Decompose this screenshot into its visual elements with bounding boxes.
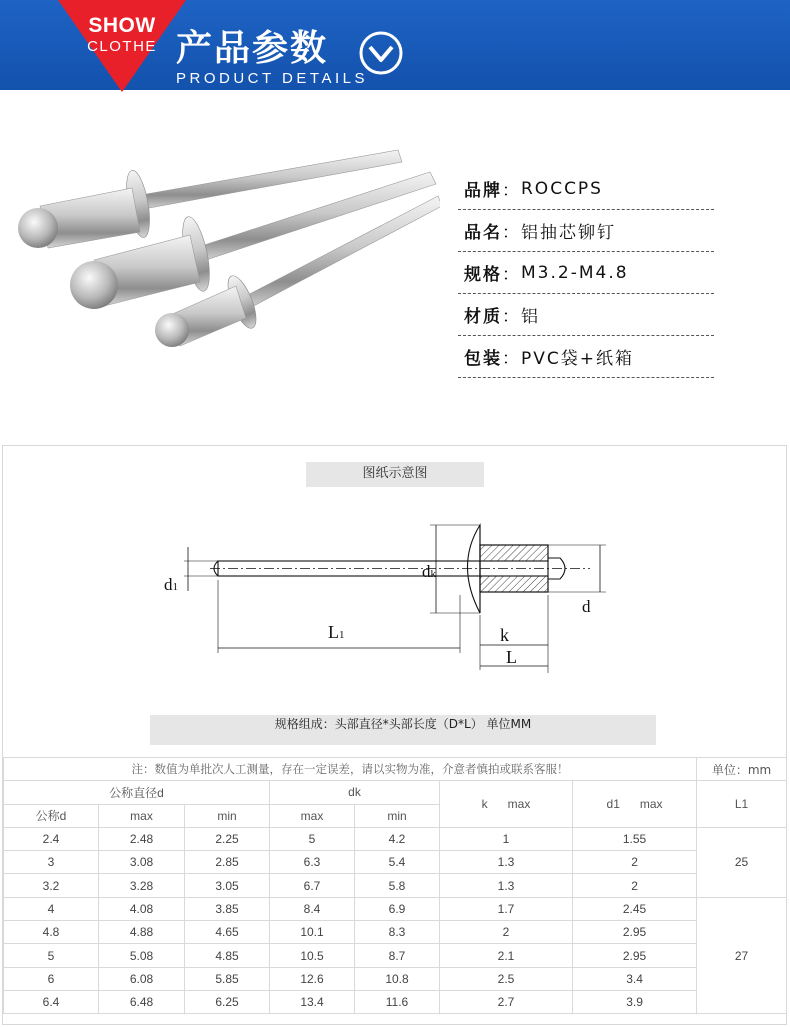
- cell-max: 3.28: [99, 874, 185, 897]
- banner-title: 产品参数: [176, 28, 329, 69]
- cell-dk-max: 6.3: [270, 851, 355, 874]
- cell-d: 5: [4, 944, 99, 967]
- subheader-max: max: [99, 804, 185, 827]
- table-row: [4, 967, 787, 990]
- label-L: L: [506, 647, 517, 667]
- cell-max: 6.08: [99, 967, 185, 990]
- cell-d: 3.2: [4, 874, 99, 897]
- label-L1: L1: [328, 622, 345, 642]
- cell-dk-min: 6.9: [355, 897, 440, 920]
- spec-value: PVC袋+纸箱: [521, 349, 634, 369]
- subheader-dk-max: max: [270, 804, 355, 827]
- spec-key: 包装: [464, 349, 502, 369]
- dimension-table: [3, 757, 787, 1014]
- cell-L1-group: 27: [697, 897, 787, 1013]
- header-d1-max: d1 max: [573, 781, 697, 828]
- cell-k: 1.3: [440, 874, 573, 897]
- subheader-min: min: [185, 804, 270, 827]
- badge-line2: CLOTHE: [87, 38, 157, 55]
- cell-dk-max: 8.4: [270, 897, 355, 920]
- cell-min: 2.85: [185, 851, 270, 874]
- spec-row-name: [458, 210, 714, 252]
- header-k-max: k max: [440, 781, 573, 828]
- cell-dk-min: 5.4: [355, 851, 440, 874]
- table-row: [4, 851, 787, 874]
- rivet-1: [18, 150, 402, 248]
- drawing-title: 图纸示意图: [306, 462, 484, 487]
- cell-d1: 2: [573, 874, 697, 897]
- technical-drawing: [150, 505, 620, 685]
- label-k: k: [500, 625, 509, 645]
- spec-separator: ：: [502, 181, 521, 201]
- spec-separator: ：: [502, 265, 521, 285]
- cell-min: 5.85: [185, 967, 270, 990]
- header-nominal: 公称直径d: [4, 781, 270, 804]
- table-note: 注：数值为单批次人工测量，存在一定误差，请以实物为准，介意者慎拍或联系客服！: [4, 758, 697, 781]
- cell-k: 1.7: [440, 897, 573, 920]
- body-hatched-upper: [480, 545, 548, 561]
- spec-key: 品名: [464, 223, 502, 243]
- cell-k: 1: [440, 827, 573, 850]
- cell-d1: 3.4: [573, 967, 697, 990]
- spec-composition-header: 规格组成：头部直径*头部长度（D*L） 单位MM: [150, 715, 656, 745]
- table-row: [4, 827, 787, 850]
- subheader-dk-min: min: [355, 804, 440, 827]
- cell-k: 1.3: [440, 851, 573, 874]
- cell-dk-min: 8.3: [355, 921, 440, 944]
- table-header-row: [4, 781, 787, 804]
- cell-min: 3.05: [185, 874, 270, 897]
- cell-dk-min: 5.8: [355, 874, 440, 897]
- cell-max: 3.08: [99, 851, 185, 874]
- cell-max: 4.88: [99, 921, 185, 944]
- header-L1: L1: [697, 781, 787, 828]
- table-row: [4, 897, 787, 920]
- cell-d1: 2.95: [573, 944, 697, 967]
- cell-dk-max: 5: [270, 827, 355, 850]
- cell-max: 5.08: [99, 944, 185, 967]
- table-note-row: [4, 758, 787, 781]
- cell-dk-max: 6.7: [270, 874, 355, 897]
- cell-k: 2.5: [440, 967, 573, 990]
- spec-row-size: [458, 252, 714, 294]
- spec-key: 规格: [464, 265, 502, 285]
- table-row: [4, 944, 787, 967]
- table-unit: 单位：mm: [697, 758, 787, 781]
- cell-d1: 2: [573, 851, 697, 874]
- table-row: [4, 990, 787, 1013]
- spec-value: 铝抽芯铆钉: [521, 223, 616, 243]
- cell-dk-max: 13.4: [270, 990, 355, 1013]
- body-hatched-lower: [480, 576, 548, 592]
- spec-key: 品牌: [464, 181, 502, 201]
- spec-separator: ：: [502, 307, 521, 327]
- label-d: d: [582, 597, 591, 616]
- cell-dk-max: 10.5: [270, 944, 355, 967]
- spec-value: M3.2-M4.8: [521, 262, 629, 283]
- cell-d: 6: [4, 967, 99, 990]
- cell-min: 4.65: [185, 921, 270, 944]
- cell-k: 2.7: [440, 990, 573, 1013]
- cell-dk-min: 11.6: [355, 990, 440, 1013]
- cell-min: 6.25: [185, 990, 270, 1013]
- table-row: [4, 874, 787, 897]
- cell-d: 4.8: [4, 921, 99, 944]
- spec-list: [458, 168, 714, 378]
- cell-d1: 2.45: [573, 897, 697, 920]
- cell-L1-group: 25: [697, 827, 787, 897]
- label-d1: d1: [164, 575, 178, 594]
- cell-max: 6.48: [99, 990, 185, 1013]
- cell-d1: 3.9: [573, 990, 697, 1013]
- header-dk: dk: [270, 781, 440, 804]
- label-dk: dk: [422, 562, 436, 581]
- spec-separator: ：: [502, 349, 521, 369]
- cell-min: 4.85: [185, 944, 270, 967]
- cell-min: 3.85: [185, 897, 270, 920]
- cell-dk-max: 12.6: [270, 967, 355, 990]
- spec-key: 材质: [464, 307, 502, 327]
- cell-dk-min: 4.2: [355, 827, 440, 850]
- spec-separator: ：: [502, 223, 521, 243]
- cell-dk-min: 10.8: [355, 967, 440, 990]
- spec-row-material: [458, 294, 714, 336]
- subheader-nominal-d: 公称d: [4, 804, 99, 827]
- spec-value: 铝: [521, 307, 540, 327]
- cell-d1: 2.95: [573, 921, 697, 944]
- cell-max: 4.08: [99, 897, 185, 920]
- cell-dk-max: 10.1: [270, 921, 355, 944]
- cell-d1: 1.55: [573, 827, 697, 850]
- spec-row-packaging: [458, 336, 714, 378]
- banner-subtitle: PRODUCT DETAILS: [176, 70, 368, 87]
- spec-row-brand: [458, 168, 714, 210]
- cell-min: 2.25: [185, 827, 270, 850]
- cell-d: 3: [4, 851, 99, 874]
- cell-max: 2.48: [99, 827, 185, 850]
- table-row: [4, 921, 787, 944]
- cell-k: 2: [440, 921, 573, 944]
- product-photo: [10, 140, 440, 380]
- header-banner: [0, 0, 790, 95]
- cell-dk-min: 8.7: [355, 944, 440, 967]
- badge-line1: SHOW: [88, 14, 156, 37]
- cell-d: 6.4: [4, 990, 99, 1013]
- cell-d: 2.4: [4, 827, 99, 850]
- cell-d: 4: [4, 897, 99, 920]
- cell-k: 2.1: [440, 944, 573, 967]
- rivet-head: [468, 525, 481, 613]
- spec-value: ROCCPS: [521, 178, 603, 199]
